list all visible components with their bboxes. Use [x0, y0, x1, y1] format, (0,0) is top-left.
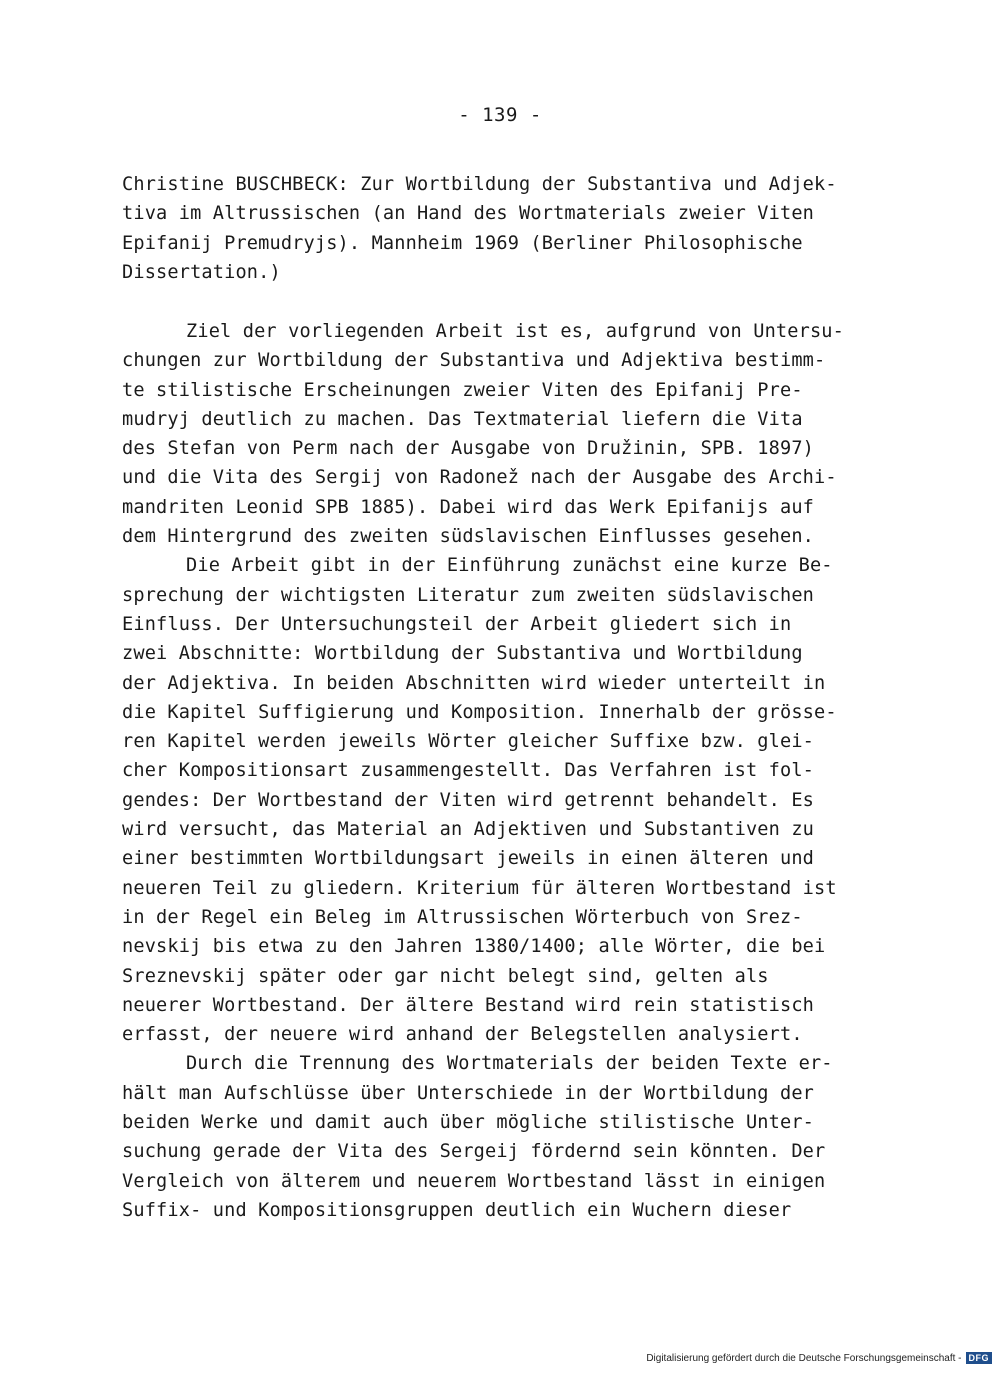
body-line: neueren Teil zu gliedern. Kriterium für älteren Wortbestand ist [122, 877, 837, 899]
body-line: einer bestimmten Wortbildungsart jeweils in einen älteren und [122, 848, 815, 870]
body-line: des Stefan von Perm nach der Ausgabe von Družinin, SPB. 1897) [122, 438, 815, 460]
body-line: Die Arbeit gibt in der Einführung zunächst eine kurze Be- [186, 555, 833, 577]
body-line: te stilistische Erscheinungen zweier Viten des Epifanij Pre- [122, 379, 803, 401]
page-number: - 139 - [458, 104, 542, 126]
bibliographic-header [122, 170, 882, 287]
body-line: wird versucht, das Material an Adjektiven und Substantiven zu [122, 819, 815, 841]
dfg-logo: DFG [966, 1352, 993, 1364]
header-line: Dissertation.) [122, 261, 281, 283]
body-line: Durch die Trennung des Wortmaterials der beiden Texte er- [186, 1053, 833, 1075]
body-line: dem Hintergrund des zweiten südslavischen Einflusses gesehen. [122, 526, 815, 548]
body-line: erfasst, der neuere wird anhand der Belegstellen analysiert. [122, 1024, 803, 1046]
body-line: und die Vita des Sergij von Radonež nach der Ausgabe des Archi- [122, 467, 837, 489]
body-line: Einfluss. Der Untersuchungsteil der Arbeit gliedert sich in [122, 613, 792, 635]
credit-text: Digitalisierung gefördert durch die Deutsche Forschungsgemeinschaft - [646, 1352, 962, 1364]
body-line: neuerer Wortbestand. Der ältere Bestand wird rein statistisch [122, 994, 815, 1016]
body-line: beiden Werke und damit auch über mögliche stilistische Unter- [122, 1112, 815, 1134]
body-line: hält man Aufschlüsse über Unterschiede in der Wortbildung der [122, 1082, 815, 1104]
body-line: Suffix- und Kompositionsgruppen deutlich ein Wuchern dieser [122, 1199, 792, 1221]
body-line: mudryj deutlich zu machen. Das Textmaterial liefern die Vita [122, 408, 803, 430]
body-line: ren Kapitel werden jeweils Wörter gleicher Suffixe bzw. glei- [122, 731, 815, 753]
body-line: cher Kompositionsart zusammengestellt. Das Verfahren ist fol- [122, 760, 815, 782]
body-line: sprechung der wichtigsten Literatur zum zweiten südslavischen [122, 584, 815, 606]
body-line: Sreznevskij später oder gar nicht belegt sind, gelten als [122, 965, 769, 987]
body-line: die Kapitel Suffigierung und Komposition. Innerhalb der grösse- [122, 701, 837, 723]
body-line: chungen zur Wortbildung der Substantiva und Adjektiva bestimm- [122, 350, 826, 372]
body-line: Vergleich von älterem und neuerem Wortbestand lässt in einigen [122, 1170, 826, 1192]
body-line: suchung gerade der Vita des Sergeij fördernd sein könnten. Der [122, 1141, 826, 1163]
abstract-body [122, 317, 882, 1225]
body-line: mandriten Leonid SPB 1885). Dabei wird das Werk Epifanijs auf [122, 496, 815, 518]
body-line: Ziel der vorliegenden Arbeit ist es, aufgrund von Untersu- [186, 321, 844, 342]
header-line: tiva im Altrussischen (an Hand des Wortmaterials zweier Viten [122, 203, 815, 225]
body-line: nevskij bis etwa zu den Jahren 1380/1400; alle Wörter, die bei [122, 936, 826, 958]
body-line: zwei Abschnitte: Wortbildung der Substantiva und Wortbildung [122, 643, 803, 665]
digitization-credit [646, 1352, 992, 1364]
body-line: in der Regel ein Beleg im Altrussischen Wörterbuch von Srez- [122, 906, 803, 928]
body-line: gendes: Der Wortbestand der Viten wird getrennt behandelt. Es [122, 789, 815, 811]
header-line: Christine BUSCHBECK: Zur Wortbildung der Substantiva und Adjek- [122, 174, 837, 195]
body-line: der Adjektiva. In beiden Abschnitten wird wieder unterteilt in [122, 672, 826, 694]
header-line: Epifanij Premudryjs). Mannheim 1969 (Berliner Philosophische [122, 232, 803, 254]
